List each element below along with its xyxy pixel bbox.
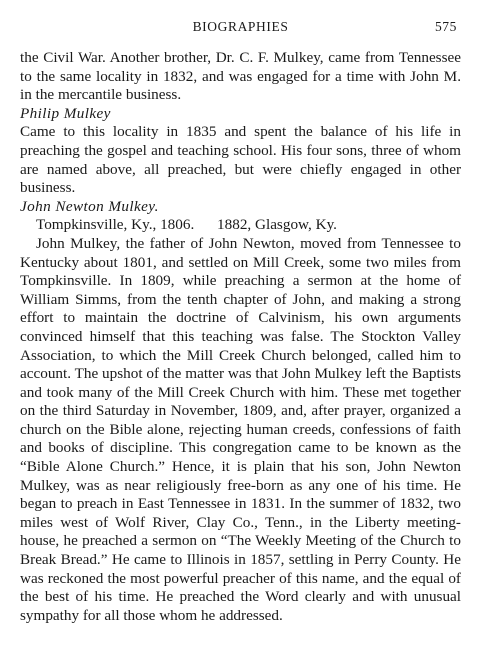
- book-page: [20, 0, 461, 664]
- page-body: [20, 49, 461, 625]
- paragraph-john-newton-mulkey: John Mulkey, the father of John Newton, moved from Tennessee to Kentucky about 1801, and settled on Mill Creek, some two miles from Tompkinsville. In 1809, while preaching a sermon at the home of William Simms, from the tenth chapter of John, and making a strong effort to maintain the doctrine of Calvinism, his own arguments convinced himself that this teaching was false. The Stockton Valley Association, to which the Mill Creek Church belonged, called him to account. The upshot of the matter was that John Mulkey left the Baptists and took many of the Mill Creek Church with him. These met together on the third Saturday in November, 1809, and, after prayer, organized a church on the Bible alone, rejecting human creeds, confessions of faith and books of discipline. This congregation came to be known as the “Bible Alone Church.” Hence, it is plain that his son, John Newton Mulkey, was as near religiously free-born as any one of his time. He began to preach in East Tennessee in 1831. In the summer of 1832, two miles west of Wolf River, Clay Co., Tenn., in the Liberty meeting-house, he preached a sermon on “The Weekly Meeting of the Church to Break Bread.” He came to Illinois in 1857, settling in Perry County. He was reckoned the most powerful preacher of this name, and the equal of the best of his time. He preached the Word clearly and with unusual sympathy for all those whom he addressed.: [20, 234, 461, 624]
- running-head: [20, 19, 461, 41]
- paragraph-continued: the Civil War. Another brother, Dr. C. F. Mulkey, came from Tennessee to the same locality in 1832, and was engaged for a time with John M. in the mercantile business.: [20, 49, 461, 104]
- page-number: 575: [434, 19, 457, 34]
- paragraph-philip-mulkey: Came to this locality in 1835 and spent the balance of his life in preaching the gospel and teaching school. His four sons, three of whom are named above, all preached, but were chiefly engaged in other business.: [20, 123, 461, 197]
- section-heading-john-newton-mulkey: John Newton Mulkey.: [20, 197, 159, 215]
- running-title: BIOGRAPHIES: [192, 19, 289, 34]
- birth-death-dateline: Tompkinsville, Ky., 1806. 1882, Glasgow, Ky.: [36, 216, 337, 234]
- section-heading-philip-mulkey: Philip Mulkey: [20, 104, 111, 122]
